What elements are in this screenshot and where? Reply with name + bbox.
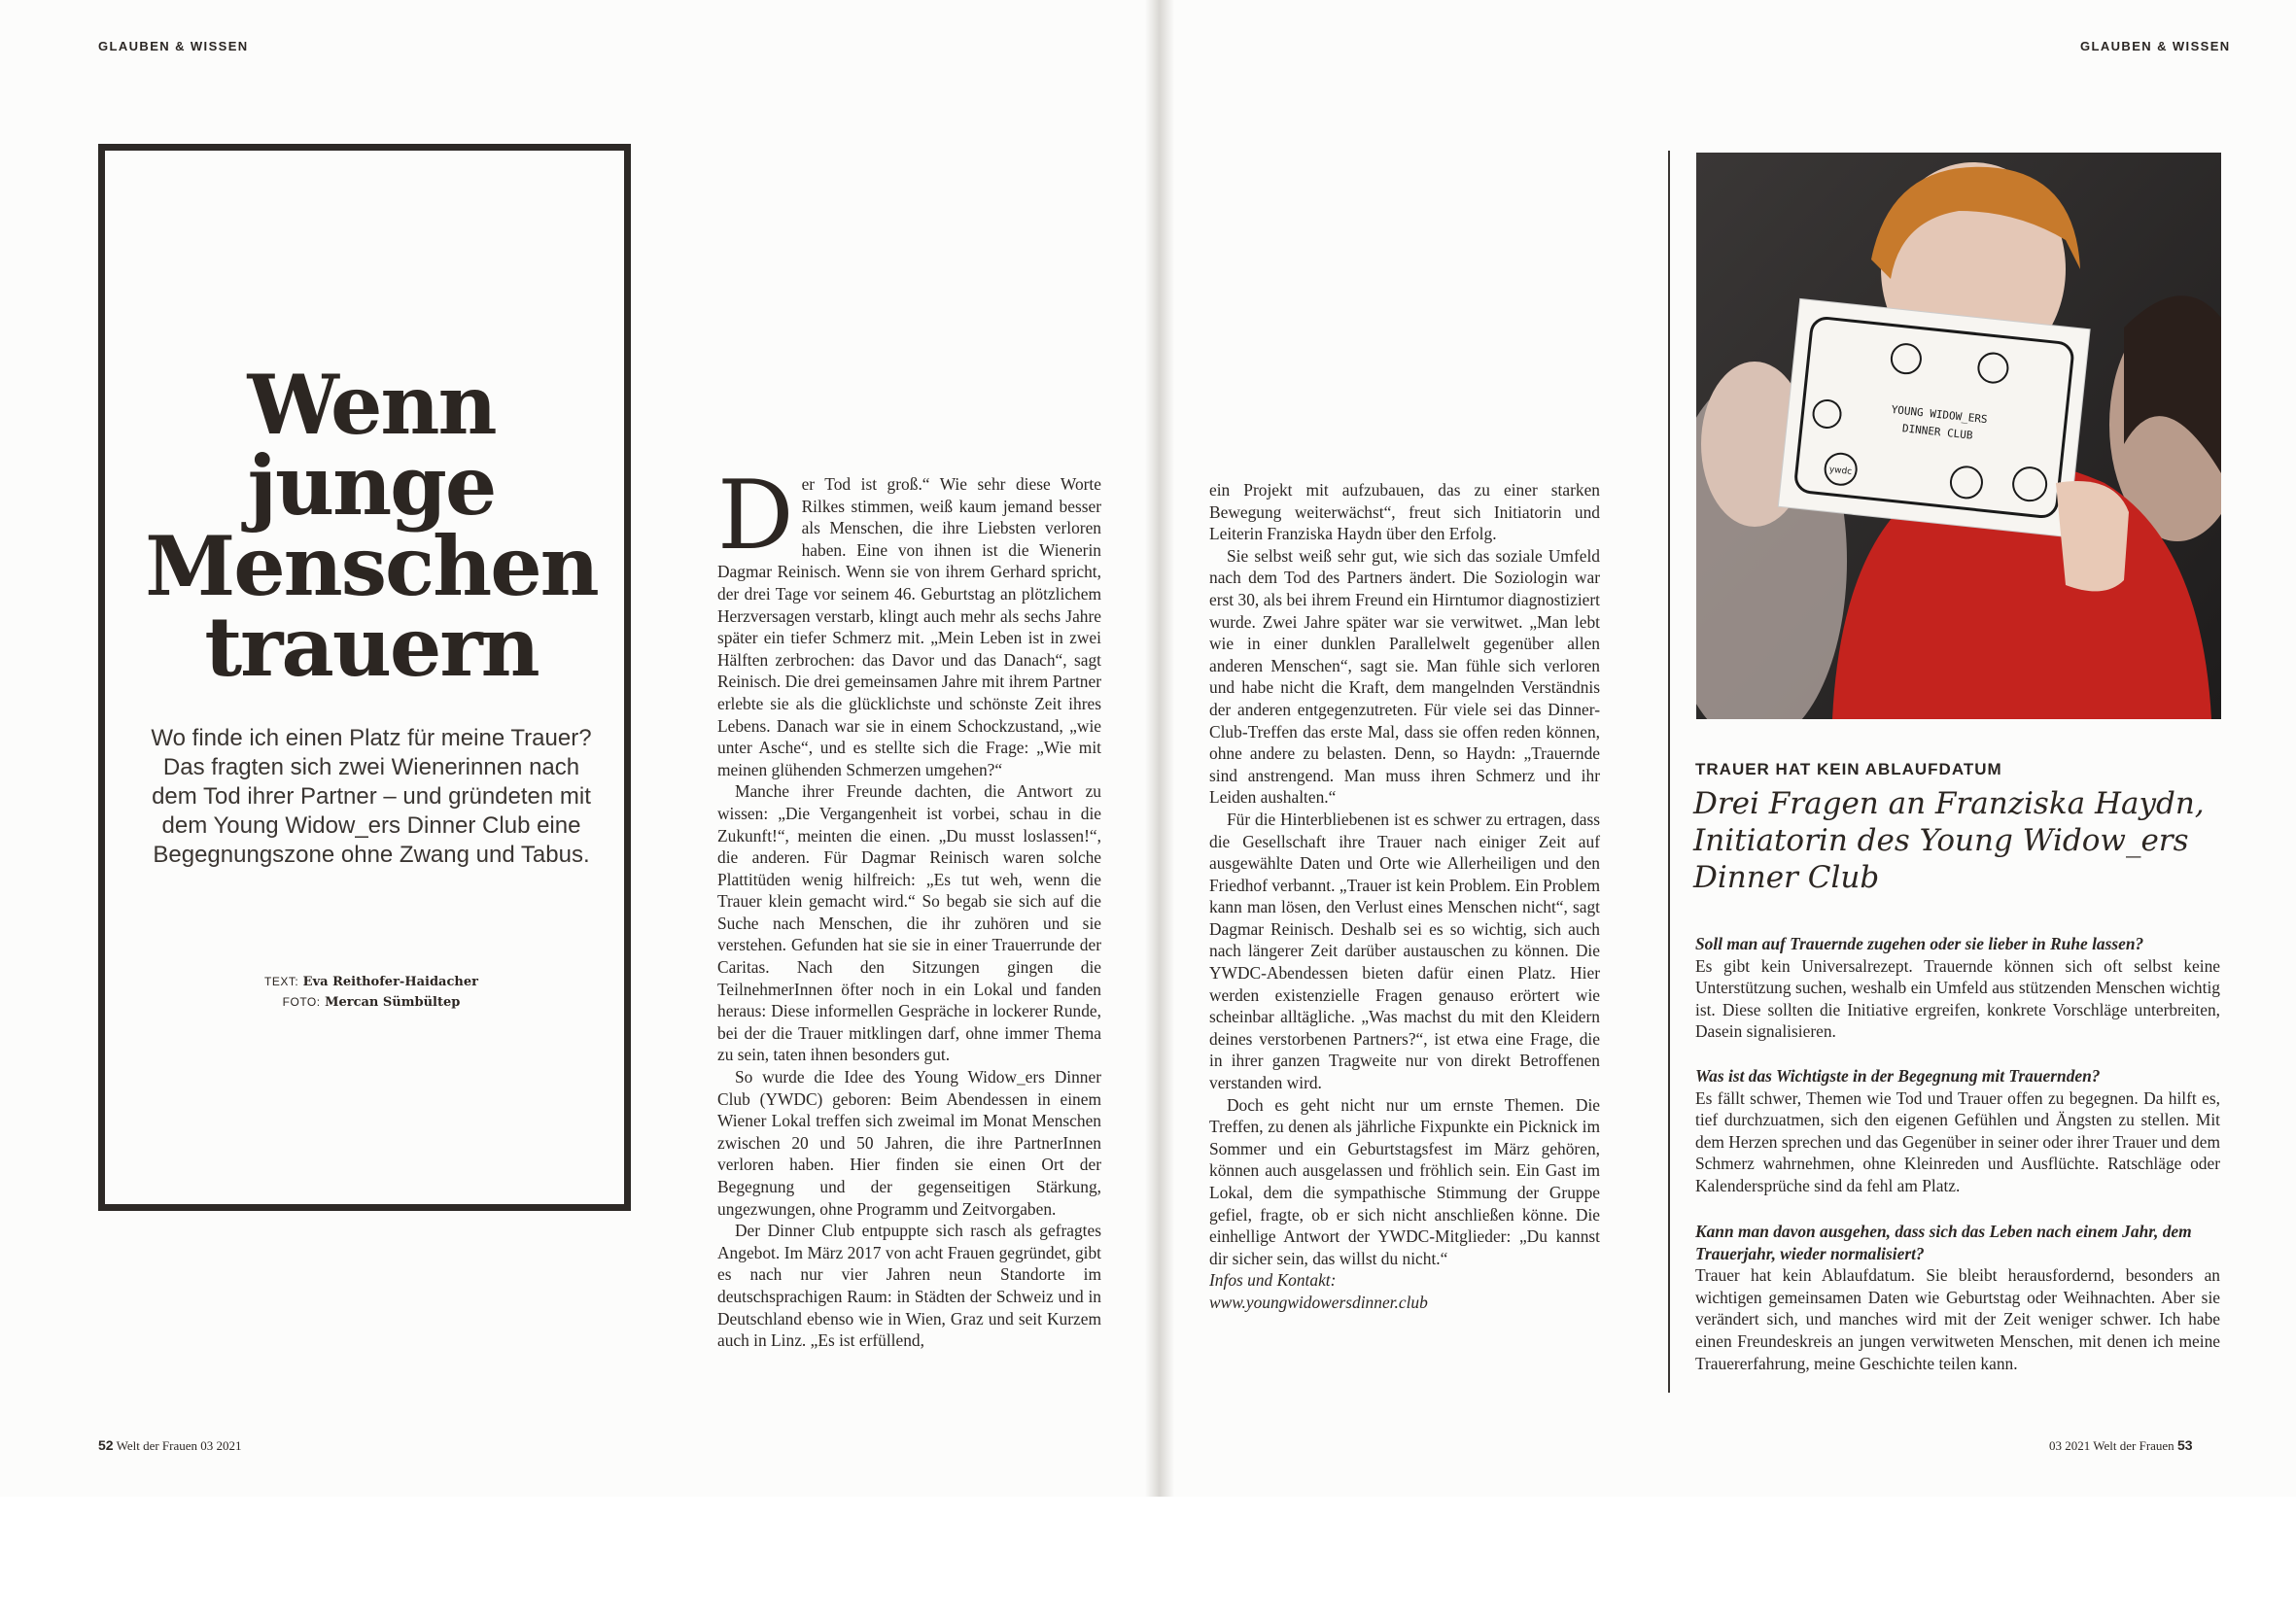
headline-line: Wenn <box>247 357 496 453</box>
card-logo: ywdc <box>1828 465 1853 477</box>
folio-right <box>2049 1437 2193 1454</box>
qa-answer: Trauer hat kein Ablaufdatum. Sie bleibt herausfordernd, besonders an wichtigen gemeinsamen Daten wie Geburtstag oder Weihnachten. Aber sie verändert sich, und manches wird mit der Zeit weniger schwer. Ich habe einen Freundeskreis an jungen verwitweten Menschen, mit denen ich meine Trauererfahrung, meine Geschichte teilen kann. <box>1695 1265 2220 1373</box>
page-number-right: 53 <box>2176 1437 2193 1453</box>
opener-frame <box>98 144 631 1211</box>
text-credit-name: Eva Reithofer-Haidacher <box>302 975 478 989</box>
article-lead: Wo finde ich einen Platz für meine Trauer? Das fragten sich zwei Wienerinnen nach dem Tod ihrer Partner – und gründeten mit dem Young Widow_ers Dinner Club eine Begegnungszone ohne Zwang und Tabus. <box>151 725 592 868</box>
section-label-left: GLAUBEN & WISSEN <box>98 39 249 53</box>
qa-question: Was ist das Wichtigste in der Begegnung mit Trauernden? <box>1695 1066 2101 1086</box>
qa-item-3 <box>1695 1221 2220 1374</box>
qa-question: Kann man davon ausgehen, dass sich das Leben nach einem Jahr, dem Trauerjahr, wieder normalisiert? <box>1695 1222 2192 1263</box>
card-line-2: DINNER CLUB <box>1901 422 1974 442</box>
qa-item-1 <box>1695 933 2220 1043</box>
photo-credit-label: FOTO: <box>282 995 321 1009</box>
headline-line: trauern <box>204 599 539 695</box>
paragraph: Manche ihrer Freunde dachten, die Antwort zu wissen: „Die Vergangenheit ist vorbei, schau in die Zukunft!“, meinten die einen. „Du musst loslassen!“, die anderen. Für Dagmar Reinisch waren solche Plattitüden wenig hilfreich: „Es tut weh, wenn die Trauer klein gemacht wird.“ So begab sie sich auf die Suche nach Menschen, die ihr zuhören und sie verstehen. Gefunden hat sie sie in einer Trauerrunde der Caritas. Nach den Sitzungen gingen die TeilnehmerInnen öfter noch in ein Lokal und fanden heraus: Diese informellen Gespräche in lockerer Runde, bei der die Trauer mitklingen darf, ohne immer Thema zu sein, taten ihnen besonders gut. <box>717 781 1101 1065</box>
paragraph: Sie selbst weiß sehr gut, wie sich das soziale Umfeld nach dem Tod des Partners ändert. Die Soziologin war erst 30, als bei ihrem Freund ein Hirntumor diagnostiziert wurde. Zwei Jahre später war sie verwitwet. „Man lebt wie in einer dunklen Parallelwelt gegenüber allen anderen Menschen“, sagt sie. Man fühle sich verloren und habe nicht die Kraft, dem mangelnden Verständnis der anderen entgegenzutreten. Für viele sei das Dinner-Club-Treffen das erste Mal, dass sie offen reden können, ohne andere zu belasten. Denn, so Haydn: „Trauernde sind anstrengend. Man muss ihren Schmerz und ihr Leiden aushalten.“ <box>1209 545 1600 808</box>
article-headline <box>105 357 638 695</box>
text-credit-label: TEXT: <box>264 975 299 988</box>
credits <box>105 972 638 1013</box>
paragraph: Für die Hinterbliebenen ist es schwer zu ertragen, dass die Gesellschaft ihre Trauer nach einiger Zeit auf ausgewählte Daten und Orte wie Allerheiligen und den Friedhof verbannt. „Trauer ist kein Problem. Ein Problem kann man lösen, den Verlust eines Menschen nicht“, sagt Dagmar Reinisch. Deshalb sei es so wichtig, sich auch nach längerer Zeit darüber austauschen zu können. Die YWDC-Abendessen bieten dafür einen Platz. Hier werden existenzielle Fragen genauso erörtert wie scheinbar alltägliche. „Was machst du mit den Kleidern deines verstorbenen Partners?“, ist etwa eine Frage, die in ihrer ganzen Tragweite nur von direkt Betroffenen verstanden wird. <box>1209 809 1600 1093</box>
section-label-right: GLAUBEN & WISSEN <box>2080 39 2231 53</box>
sidebar-rule <box>1668 151 1670 1393</box>
paragraph: So wurde die Idee des Young Widow_ers Dinner Club (YWDC) geboren: Beim Abendessen in einem Wiener Lokal treffen sich zweimal im Monat Menschen zwischen 20 und 50 Jahren, die ihre PartnerInnen verloren haben. Hier finden sie einen Ort der Begegnung und der gegenseitigen Stärkung, ungezwungen, ohne Programm und Zeitvorgaben. <box>717 1067 1101 1219</box>
sidebar-kicker: TRAUER HAT KEIN ABLAUFDATUM <box>1695 760 2002 778</box>
spine-gutter <box>1145 0 1174 1622</box>
qa-answer: Es fällt schwer, Themen wie Tod und Trauer offen zu begegnen. Da hilft es, tief durchzuatmen, sich den eigenen Gefühlen und Ängsten zu stellen. Mit dem Herzen sprechen und das Gegenüber in seiner oder ihrer Trauer und dem Schmerz wahrnehmen, ohne Kleinreden und Ausflüchte. Ratschläge oder Kalendersprüche sind da fehl am Platz. <box>1695 1087 2220 1195</box>
paragraph: Doch es geht nicht nur um ernste Themen. Die Treffen, zu denen als jährliche Fixpunkte ein Picknick im Sommer und ein Geburtstagsfest im März gehören, können auch ausgelassen und fröhlich sein. Ein Gast im Lokal, dem die sympathische Stimmung der Gruppe gefiel, fragte, ob er sich nicht anschließen könne. Die einhellige Antwort der YWDC-Mitglieder: „Du kannst dir sicher sein, das willst du nicht.“ <box>1209 1094 1600 1268</box>
qa-answer: Es gibt kein Universalrezept. Trauernde können sich oft selbst keine Unterstützung suchen, weshalb ein Umfeld aus stützenden Menschen wichtig ist. Diese sollten die Initiative ergreifen, konkrete Vorschläge unterbreiten, Dasein signalisieren. <box>1695 955 2220 1042</box>
article-column-1 <box>717 461 1101 1352</box>
sidebar-title: Drei Fragen an Franziska Haydn, Initiatorin des Young Widow_ers Dinner Club <box>1693 786 2205 895</box>
drop-cap: D <box>717 461 794 571</box>
folio-text-left: Welt der Frauen 03 2021 <box>116 1438 242 1453</box>
folio-left <box>98 1437 242 1454</box>
paragraph: ein Projekt mit aufzubauen, das zu einer starken Bewegung weiterwächst“, freut sich Initiatorin und Leiterin Franziska Haydn über den Erfolg. <box>1209 480 1600 544</box>
paragraph: er Tod ist groß.“ Wie sehr diese Worte Rilkes stimmen, weiß kaum jemand besser als Menschen, die ihre Liebsten verloren haben. Eine von ihnen ist die Wienerin Dagmar Reinisch. Wenn sie von ihrem Gerhard spricht, der drei Tage vor seinem 46. Geburtstag an plötzlichem Herzversagen verstarb, klingt auch mehr als sechs Jahre später ein tiefer Schmerz mit. „Mein Leben ist in zwei Hälften zerbrochen: das Davor und das Danach“, sagt Reinisch. Die drei gemeinsamen Jahre mit ihrem Partner erlebte sie als die glücklichste und schönste Zeit ihres Lebens. Danach war sie in einem Schockzustand, „wie unter Asche“, und es stellte sich die Frage: „Wie mit meinen glühenden Schmerzen umgehen?“ <box>717 474 1101 779</box>
qa-item-2 <box>1695 1065 2220 1197</box>
photo-credit-name: Mercan Sümbültep <box>325 995 461 1010</box>
headline-line: junge <box>247 437 496 534</box>
photo-illustration <box>1696 153 2221 719</box>
headline-line: Menschen <box>145 518 598 614</box>
scan-margin <box>0 1497 2296 1622</box>
paragraph: Der Dinner Club entpuppte sich rasch als gefragtes Angebot. Im März 2017 von acht Frauen gegründet, gibt es nach nur vier Jahren neun Standorte im deutschsprachigen Raum: in Städten der Schweiz und in Deutschland ebenso wie in Wien, Graz und seit Kurzem auch in Linz. „Es ist erfüllend, <box>717 1221 1101 1351</box>
card-line-1: YOUNG WIDOW_ERS <box>1891 402 1989 427</box>
qa-question: Soll man auf Trauernde zugehen oder sie lieber in Ruhe lassen? <box>1695 934 2144 953</box>
article-column-2 <box>1209 479 1600 1314</box>
page-number-left: 52 <box>98 1437 114 1453</box>
photo-women-holding-card <box>1696 153 2221 719</box>
contact-url[interactable]: www.youngwidowersdinner.club <box>1209 1292 1428 1312</box>
folio-text-right: 03 2021 Welt der Frauen <box>2049 1438 2174 1453</box>
contact-label: Infos und Kontakt: <box>1209 1270 1337 1291</box>
